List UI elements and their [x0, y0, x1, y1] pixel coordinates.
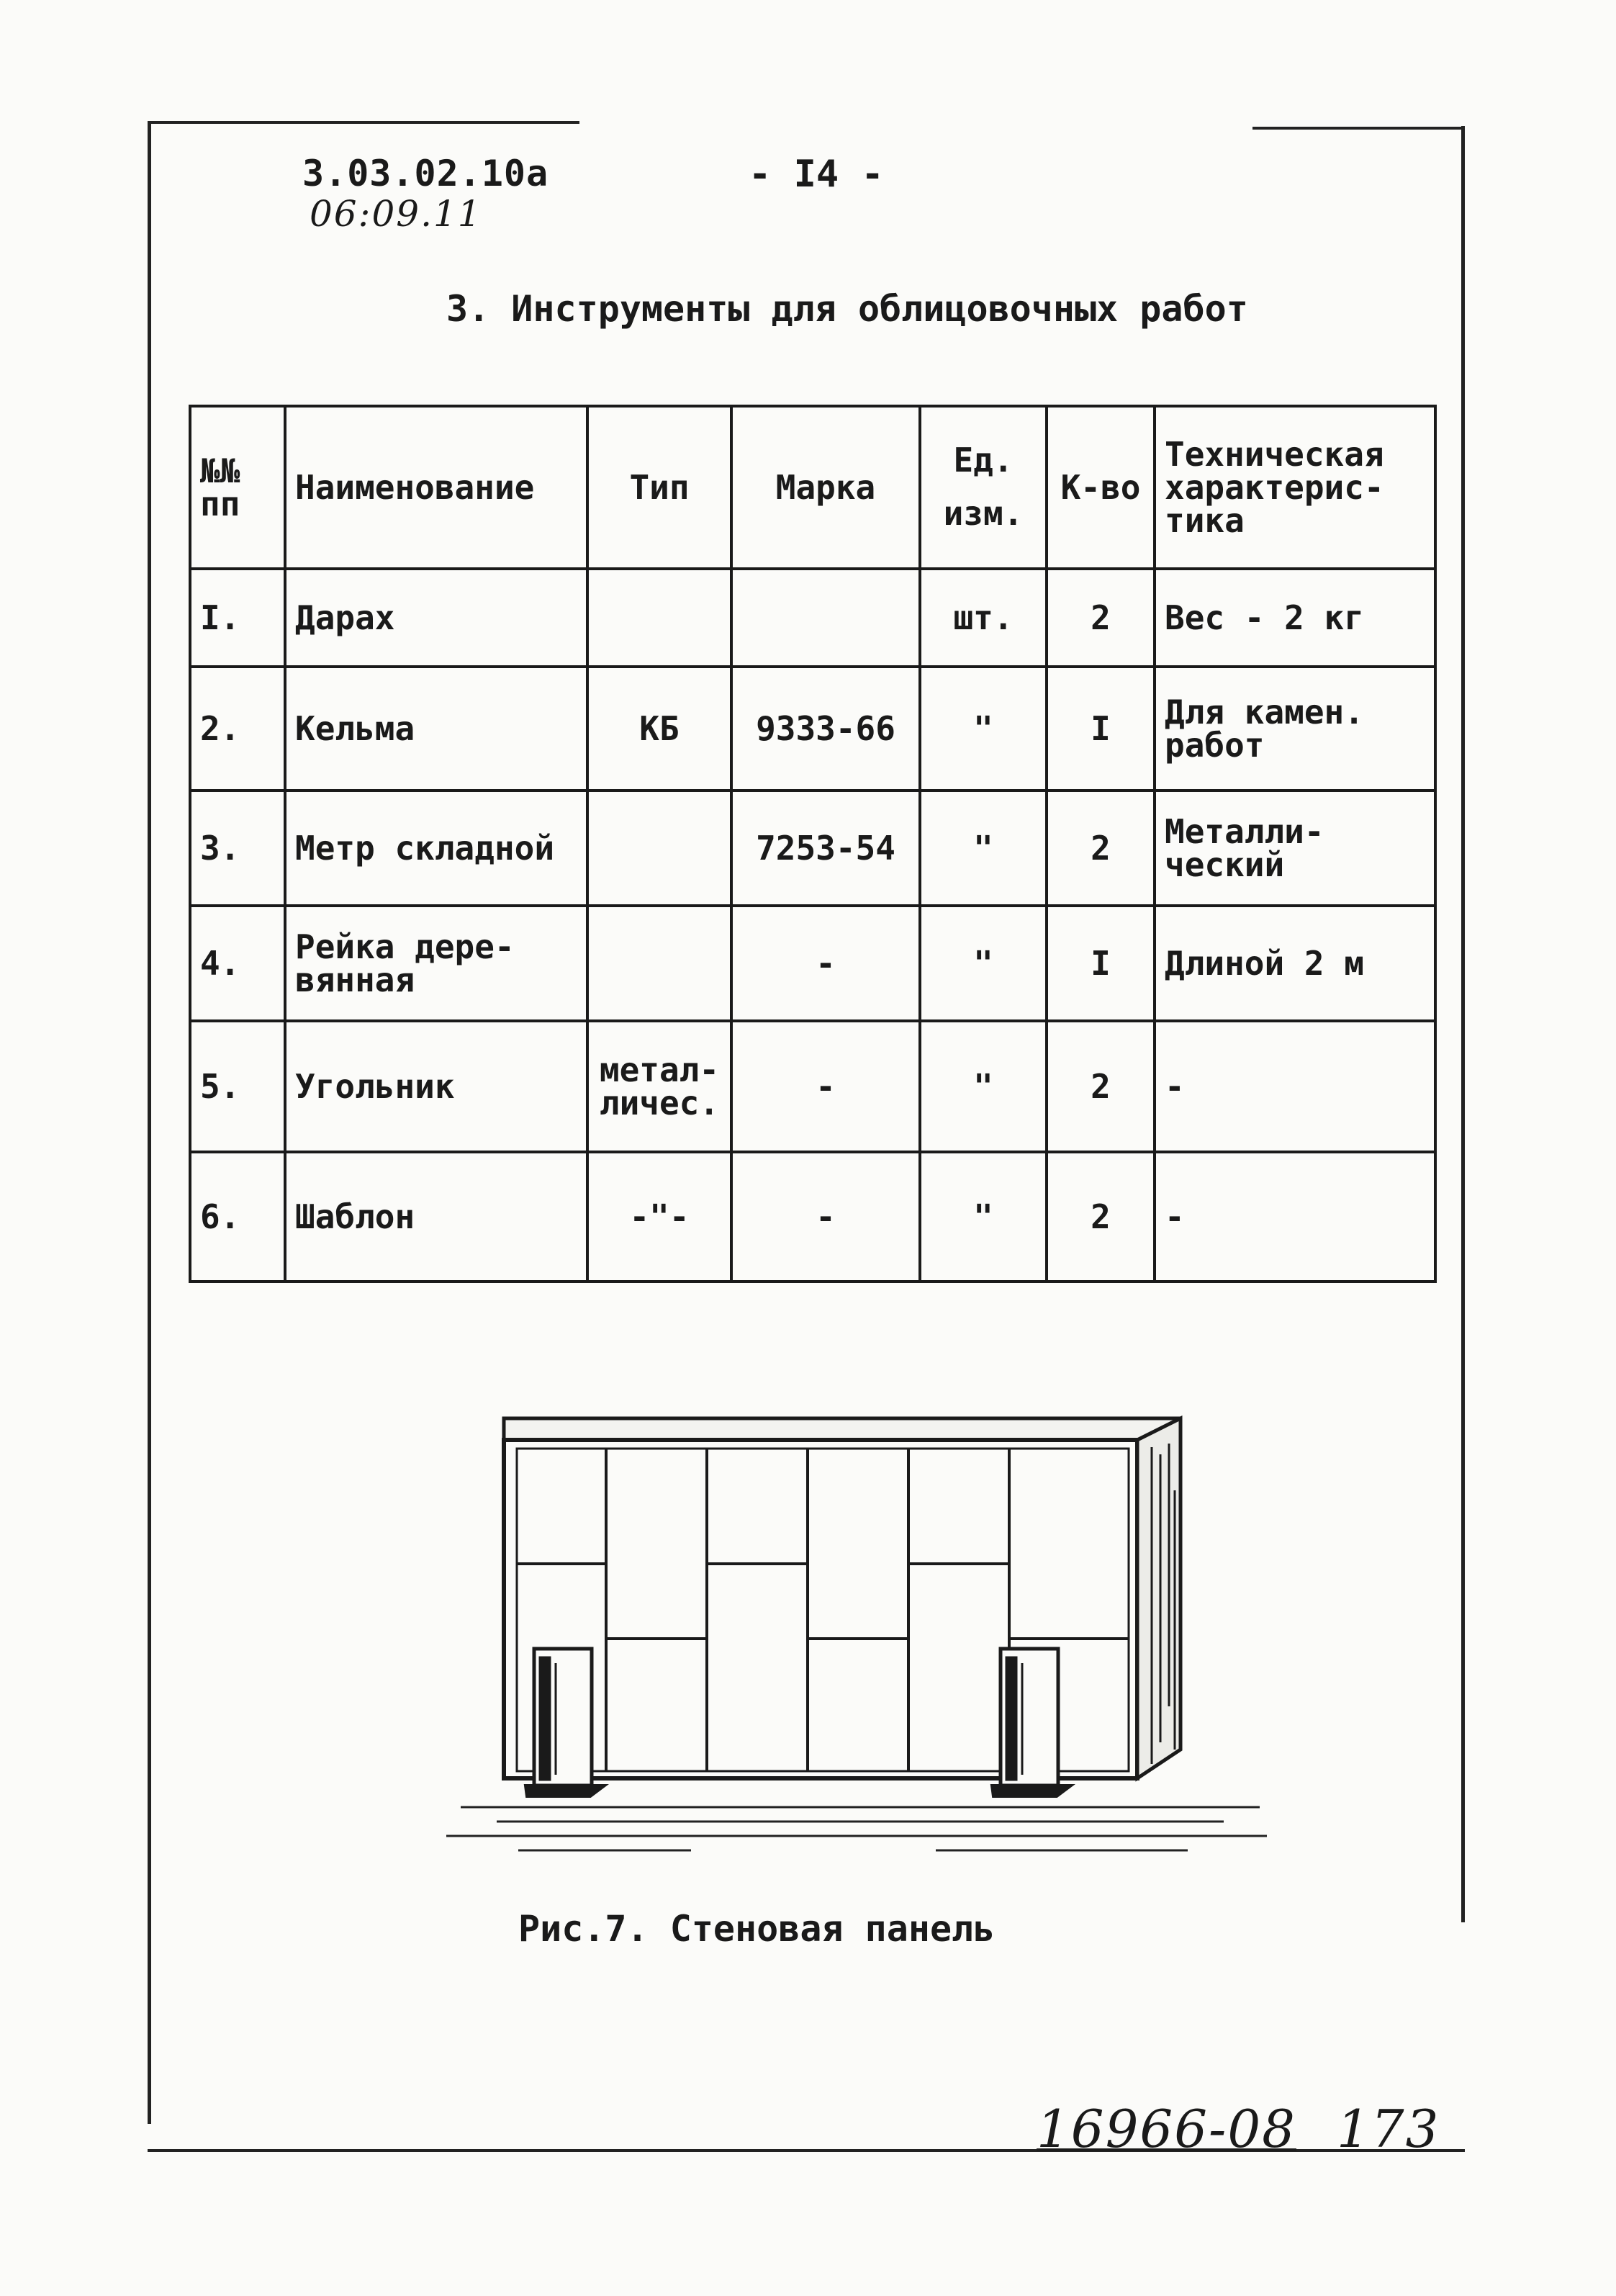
table-row [190, 667, 1435, 791]
cell-qty: I [1047, 667, 1155, 791]
header-spec: Техническая характерис- тика [1155, 406, 1435, 569]
cell-name: Шаблон [285, 1152, 587, 1282]
cell-brand: - [731, 906, 920, 1021]
wall-panel-figure [432, 1404, 1281, 1865]
cell-spec: Вес - 2 кг [1155, 569, 1435, 667]
cell-brand: 7253-54 [731, 791, 920, 906]
tools-table [189, 405, 1437, 1283]
header-num: №№ пп [190, 406, 285, 569]
frame-right-line [1461, 126, 1465, 1922]
table-header-row [190, 406, 1435, 569]
left-support-bracket [525, 1649, 605, 1796]
header-name: Наименование [285, 406, 587, 569]
table-row [190, 1021, 1435, 1152]
cell-name: Дарах [285, 569, 587, 667]
handwritten-date: 06:09.11 [310, 193, 482, 235]
cell-type [587, 569, 731, 667]
table-row [190, 1152, 1435, 1282]
cell-unit: " [920, 667, 1047, 791]
frame-left-line [148, 122, 151, 2124]
cell-name: Угольник [285, 1021, 587, 1152]
header-unit: Ед. изм. [920, 406, 1047, 569]
cell-name: Метр складной [285, 791, 587, 906]
cell-type [587, 906, 731, 1021]
cell-spec: Длиной 2 м [1155, 906, 1435, 1021]
cell-qty: 2 [1047, 1152, 1155, 1282]
cell-spec: Для камен. работ [1155, 667, 1435, 791]
cell-qty: I [1047, 906, 1155, 1021]
cell-spec: - [1155, 1152, 1435, 1282]
cell-num: 3. [190, 791, 285, 906]
header-qty: К-во [1047, 406, 1155, 569]
cell-spec: - [1155, 1021, 1435, 1152]
table-row [190, 906, 1435, 1021]
stamp-page: 173 [1337, 2099, 1440, 2159]
cell-num: 4. [190, 906, 285, 1021]
cell-unit: " [920, 1021, 1047, 1152]
cell-spec: Металли- ческий [1155, 791, 1435, 906]
frame-top-line-right [1252, 127, 1465, 130]
table-row [190, 791, 1435, 906]
right-support-bracket [992, 1649, 1071, 1796]
header-brand: Марка [731, 406, 920, 569]
cell-type [587, 791, 731, 906]
cell-unit: " [920, 906, 1047, 1021]
cell-brand: - [731, 1152, 920, 1282]
figure-caption: Рис.7. Стеновая панель [518, 1908, 996, 1950]
stamp-code: 16966-08 [1037, 2099, 1296, 2159]
floor-hatching [446, 1807, 1267, 1850]
cell-brand: 9333-66 [731, 667, 920, 791]
cell-qty: 2 [1047, 791, 1155, 906]
cell-type: метал- личес. [587, 1021, 731, 1152]
cell-unit: " [920, 791, 1047, 906]
cell-unit: " [920, 1152, 1047, 1282]
cell-name: Кельма [285, 667, 587, 791]
cell-qty: 2 [1047, 569, 1155, 667]
cell-type: -"- [587, 1152, 731, 1282]
cell-num: 5. [190, 1021, 285, 1152]
cell-qty: 2 [1047, 1021, 1155, 1152]
cell-num: 6. [190, 1152, 285, 1282]
cell-type: КБ [587, 667, 731, 791]
cell-unit: шт. [920, 569, 1047, 667]
frame-top-line-left [148, 121, 579, 124]
cell-name: Рейка дере- вянная [285, 906, 587, 1021]
table-row [190, 569, 1435, 667]
cell-brand: - [731, 1021, 920, 1152]
cell-num: 2. [190, 667, 285, 791]
cell-num: I. [190, 569, 285, 667]
header-type: Тип [587, 406, 731, 569]
cell-brand [731, 569, 920, 667]
section-title: 3. Инструменты для облицовочных работ [446, 288, 1248, 330]
footer-stamp [1037, 2099, 1440, 2159]
document-code: 3.03.02.10а [302, 153, 549, 194]
page-number: - I4 - [749, 153, 884, 196]
